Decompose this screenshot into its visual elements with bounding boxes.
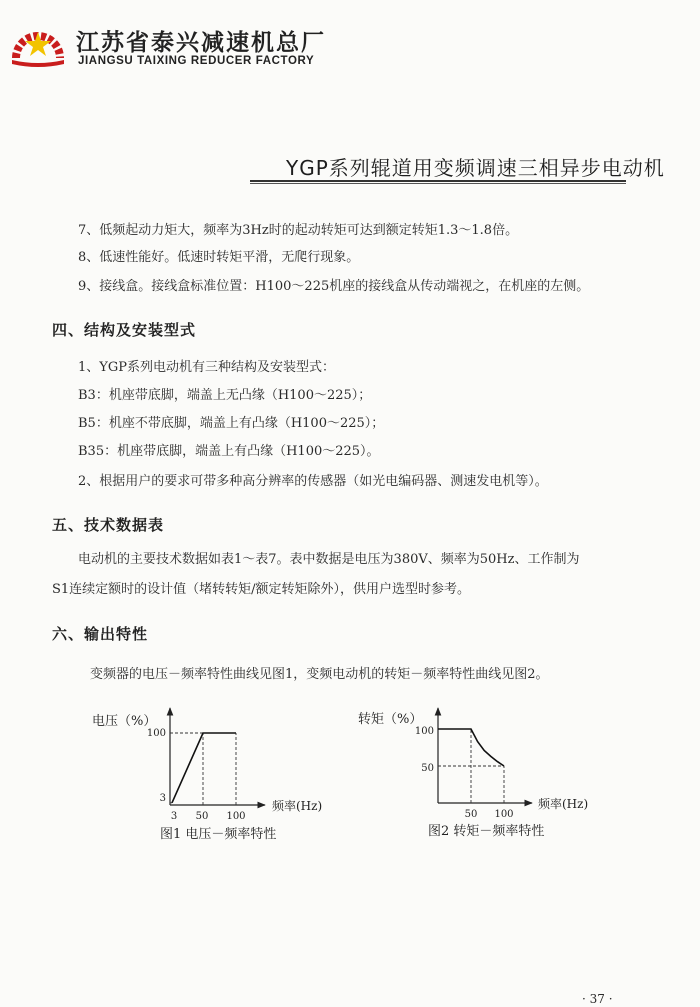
fig2-caption: 图2 转矩－频率特性 xyxy=(428,824,545,839)
fig1-series-line xyxy=(172,733,236,803)
fig2-xlabel: 频率(Hz) xyxy=(538,797,589,811)
feature-8: 8、低速性能好。低速时转矩平滑，无爬行现象。 xyxy=(78,250,360,265)
feature-7: 7、低频起动力矩大，频率为3Hz时的起动转矩可达到额定转矩1.3～1.8倍。 xyxy=(78,223,519,238)
section-4-line: 1、YGP系列电动机有三种结构及安装型式： xyxy=(78,360,335,375)
section-4-heading: 四、结构及安装型式 xyxy=(52,321,197,339)
fig1-xtick-3: 3 xyxy=(170,811,178,822)
section-6-line: 变频器的电压－频率特性曲线见图1，变频电动机的转矩－频率特性曲线见图2。 xyxy=(90,667,549,682)
page-number: · 37 · xyxy=(582,992,613,1006)
figure-1-voltage-frequency xyxy=(80,700,350,850)
fig1-ytick-3: 3 xyxy=(159,793,166,804)
fig1-ytick-100: 100 xyxy=(146,728,166,739)
company-name-cn: 江苏省泰兴减速机总厂 xyxy=(76,30,326,56)
fig1-xlabel: 频率(Hz) xyxy=(272,799,323,813)
title-rule-thin xyxy=(250,183,626,184)
company-name-en: JIANGSU TAIXING REDUCER FACTORY xyxy=(78,55,315,67)
fig1-xtick-50: 50 xyxy=(195,811,209,822)
fig2-xtick-100: 100 xyxy=(494,809,514,820)
figure-2-torque-frequency xyxy=(350,700,630,850)
fig1-caption: 图1 电压－频率特性 xyxy=(160,827,277,842)
company-logo xyxy=(10,20,66,70)
series-title: YGP系列辊道用变频调速三相异步电动机 xyxy=(286,156,665,180)
feature-9: 9、接线盒。接线盒标准位置：H100～225机座的接线盒从传动端视之，在机座的左侧。 xyxy=(78,279,590,294)
section-4-line: 2、根据用户的要求可带多种高分辨率的传感器（如光电编码器、测速发电机等）。 xyxy=(78,474,548,489)
section-6-heading: 六、输出特性 xyxy=(52,625,149,643)
section-4-line: B5：机座不带底脚，端盖上有凸缘（H100～225）； xyxy=(78,416,385,431)
fig2-ytick-50: 50 xyxy=(421,763,434,774)
fig1-ylabel: 电压（%） xyxy=(92,714,157,729)
section-5-heading: 五、技术数据表 xyxy=(52,516,165,534)
fig1-xtick-100: 100 xyxy=(226,811,246,822)
section-5-line: 电动机的主要技术数据如表1～表7。表中数据是电压为380V、频率为50Hz、工作制为 xyxy=(78,552,580,567)
fig2-ylabel: 转矩（%） xyxy=(358,712,423,727)
section-4-line: B3：机座带底脚，端盖上无凸缘（H100～225）； xyxy=(78,388,372,403)
fig2-ytick-100: 100 xyxy=(414,726,434,737)
section-4-line: B35：机座带底脚，端盖上有凸缘（H100～225）。 xyxy=(78,444,380,459)
fig2-xtick-50: 50 xyxy=(464,809,478,820)
title-rule xyxy=(250,180,626,182)
section-5-line: S1连续定额时的设计值（堵转转矩/额定转矩除外），供用户选型时参考。 xyxy=(52,582,471,597)
